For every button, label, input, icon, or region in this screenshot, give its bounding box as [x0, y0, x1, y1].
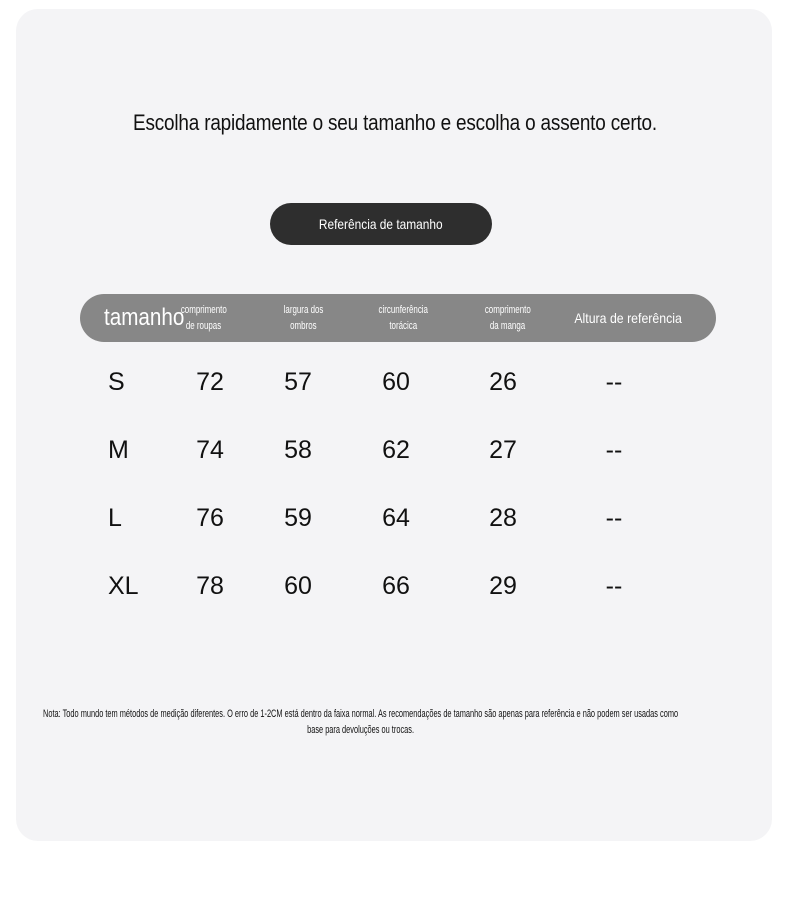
cell-chest: 64	[382, 504, 410, 532]
header-shoulder: largura dos ombros	[284, 304, 324, 332]
cell-height: --	[605, 368, 623, 396]
cell-sleeve: 29	[489, 572, 517, 600]
header-size: tamanho	[104, 304, 185, 331]
cell-shoulder: 57	[284, 368, 312, 396]
size-reference-label: Referência de tamanho	[319, 216, 443, 232]
cell-shoulder: 59	[284, 504, 312, 532]
cell-shoulder: 60	[284, 572, 312, 600]
cell-sleeve: 28	[489, 504, 517, 532]
cell-size: L	[108, 504, 122, 532]
cell-length: 72	[196, 368, 224, 396]
cell-chest: 60	[382, 368, 410, 396]
cell-length: 76	[196, 504, 224, 532]
cell-height: --	[605, 436, 623, 464]
cell-length: 78	[196, 572, 224, 600]
cell-chest: 62	[382, 436, 410, 464]
header-sleeve: comprimento da manga	[485, 304, 531, 332]
cell-height: --	[605, 504, 623, 532]
headline: Escolha rapidamente o seu tamanho e escolha o assento certo.	[133, 110, 657, 135]
cell-size: S	[108, 368, 125, 396]
cell-size: M	[108, 436, 129, 464]
table-row	[0, 498, 790, 538]
header-length: comprimento de roupas	[181, 304, 227, 332]
cell-chest: 66	[382, 572, 410, 600]
table-row	[0, 362, 790, 402]
cell-sleeve: 27	[489, 436, 517, 464]
table-row	[0, 566, 790, 606]
header-height: Altura de referência	[574, 310, 682, 326]
table-header	[80, 294, 716, 342]
cell-shoulder: 58	[284, 436, 312, 464]
cell-length: 74	[196, 436, 224, 464]
cell-sleeve: 26	[489, 368, 517, 396]
table-row	[0, 430, 790, 470]
measurement-note: Nota: Todo mundo tem métodos de medição diferentes. O erro de 1-2CM está dentro da faixa normal. As recomendações de tamanho são apenas para referência e não podem ser usadas como base para devoluções ou trocas.	[42, 708, 678, 736]
cell-height: --	[605, 572, 623, 600]
size-reference-button[interactable]	[270, 203, 492, 245]
header-chest: circunferência torácica	[378, 304, 428, 332]
cell-size: XL	[108, 572, 139, 600]
